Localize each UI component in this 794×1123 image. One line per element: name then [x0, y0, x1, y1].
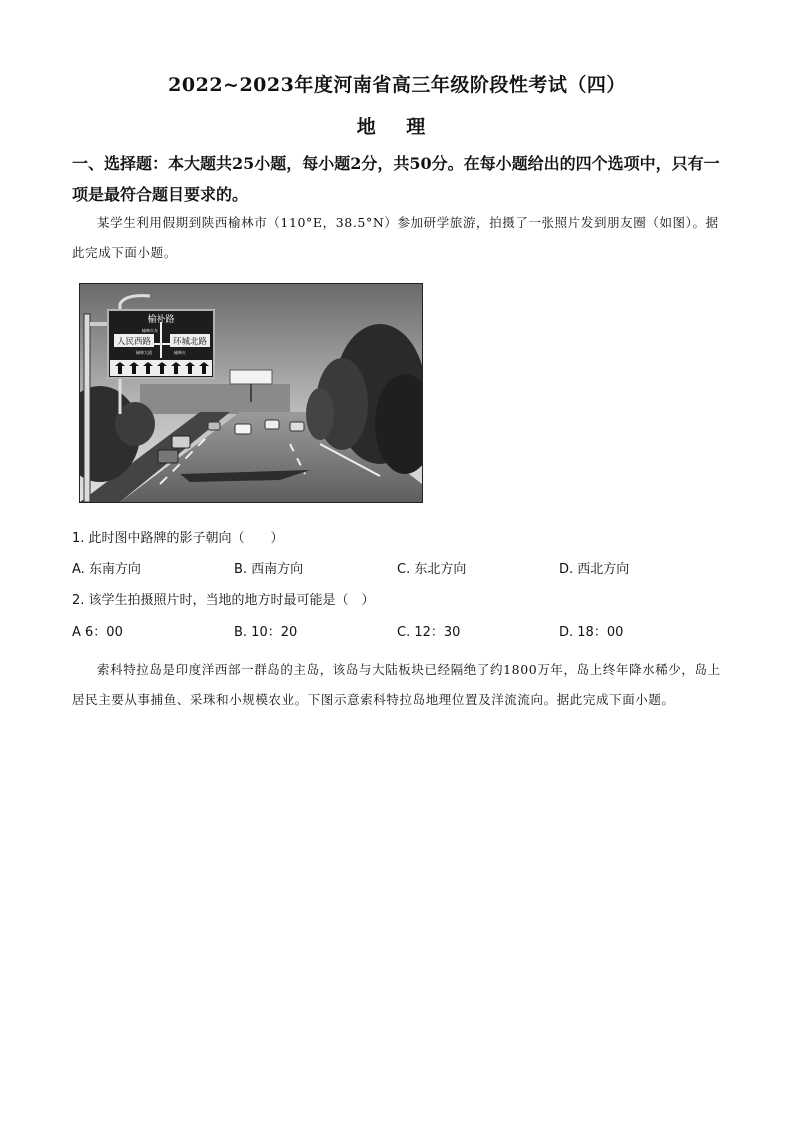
question-2-option-a: A 6：00: [72, 625, 123, 640]
passage-1: 某学生利用假期到陕西榆林市（110°E，38.5°N）参加研学旅游，拍摄了一张照片发到朋友圈（如图）。据此完成下面小题。: [72, 215, 719, 260]
street-photo-drawing: [80, 284, 422, 502]
question-2-option-c: C. 12：30: [397, 625, 461, 640]
street-photo: [79, 283, 423, 503]
question-1-option-d: D. 西北方向: [559, 562, 630, 577]
sign-right-text: 环城北路: [172, 337, 208, 347]
question-1-option-c: C. 东北方向: [397, 562, 467, 577]
sign-left-text: 人民西路: [116, 337, 152, 347]
question-1-stem: 1. 此时图中路牌的影子朝向（ ）: [72, 531, 284, 546]
sign-small-1: 榆林火车: [142, 328, 158, 333]
sign-small-3: 榆林火: [174, 350, 186, 355]
exam-title: 2022~2023年度河南省高三年级阶段性考试（四）: [168, 74, 626, 96]
question-2-stem: 2. 该学生拍摄照片时，当地的地方时最可能是（ ）: [72, 593, 375, 608]
question-2-option-d: D. 18：00: [559, 625, 624, 640]
passage-2: 索科特拉岛是印度洋西部一群岛的主岛，该岛与大陆板块已经隔绝了约1800万年，岛上终年降水稀少，岛上居民主要从事捕鱼、采珠和小规模农业。下图示意索科特拉岛地理位置及洋流流向。据此完成下面小题。: [72, 662, 721, 707]
subject-title: 地 理: [356, 116, 438, 138]
question-2-option-b: B. 10：20: [234, 625, 298, 640]
sign-top-text: 榆补路: [147, 315, 175, 325]
question-1-option-b: B. 西南方向: [234, 562, 304, 577]
sign-small-2: 榆林大道: [136, 350, 152, 355]
section-heading: 一、选择题：本大题共25小题，每小题2分，共50分。在每小题给出的四个选项中，只有一项是最符合题目要求的。: [72, 154, 720, 204]
question-1-option-a: A. 东南方向: [72, 562, 141, 577]
